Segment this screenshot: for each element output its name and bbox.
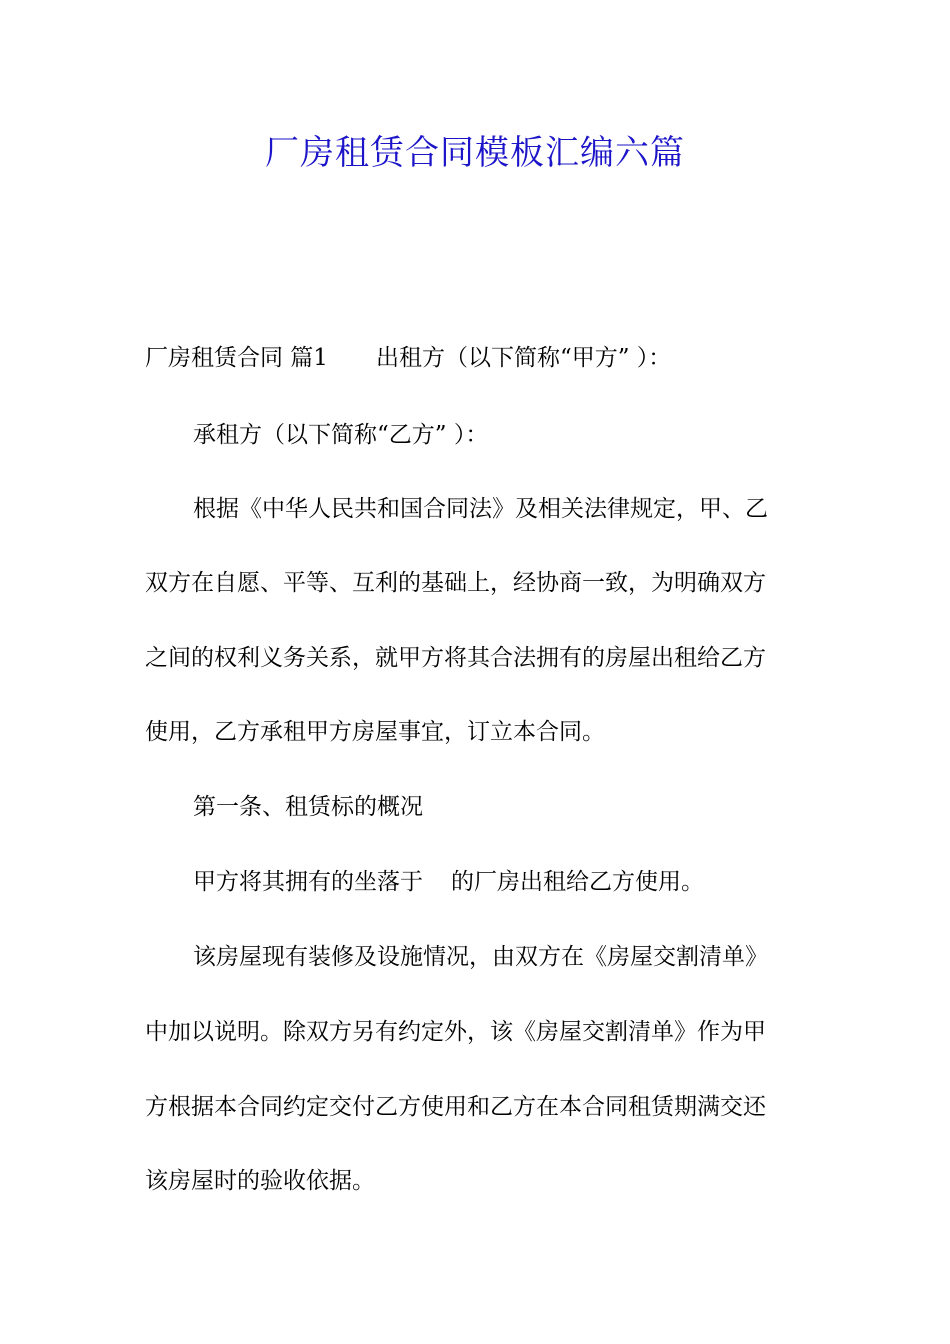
article-1-location-text-after: 的厂房出租给乙方使用。 (451, 869, 704, 895)
intro-line-3: 之间的权利义务关系，就甲方将其合法拥有的房屋出租给乙方 (145, 645, 766, 671)
intro-line-4: 使用，乙方承租甲方房屋事宜，订立本合同。 (145, 719, 605, 745)
article-1-p2-line-4: 该房屋时的验收依据。 (145, 1168, 375, 1194)
article-1-title: 第一条、租赁标的概况 (193, 794, 423, 820)
article-1-p2-line-2: 中加以说明。除双方另有约定外，该《房屋交割清单》作为甲 (145, 1019, 766, 1045)
article-1-p2-line-3: 方根据本合同约定交付乙方使用和乙方在本合同租赁期满交还 (145, 1094, 766, 1120)
lessor-label: 出租方（以下简称“甲方” ）： (375, 345, 672, 371)
contract-heading-line (145, 343, 805, 373)
article-1-p2-line-1: 该房屋现有装修及设施情况，由双方在《房屋交割清单》 (193, 944, 768, 970)
article-1-paragraph-1 (193, 867, 853, 897)
intro-line-1: 根据《中华人民共和国合同法》及相关法律规定，甲、乙 (193, 496, 768, 522)
document-title: 厂房租赁合同模板汇编六篇 (265, 133, 685, 173)
lessee-label: 承租方（以下简称“乙方” ）： (193, 422, 489, 448)
article-1-location-text-before: 甲方将其拥有的坐落于 (193, 869, 423, 895)
contract-section-heading: 厂房租赁合同 篇1 (145, 345, 328, 371)
intro-line-2: 双方在自愿、平等、互利的基础上，经协商一致，为明确双方 (145, 570, 766, 596)
